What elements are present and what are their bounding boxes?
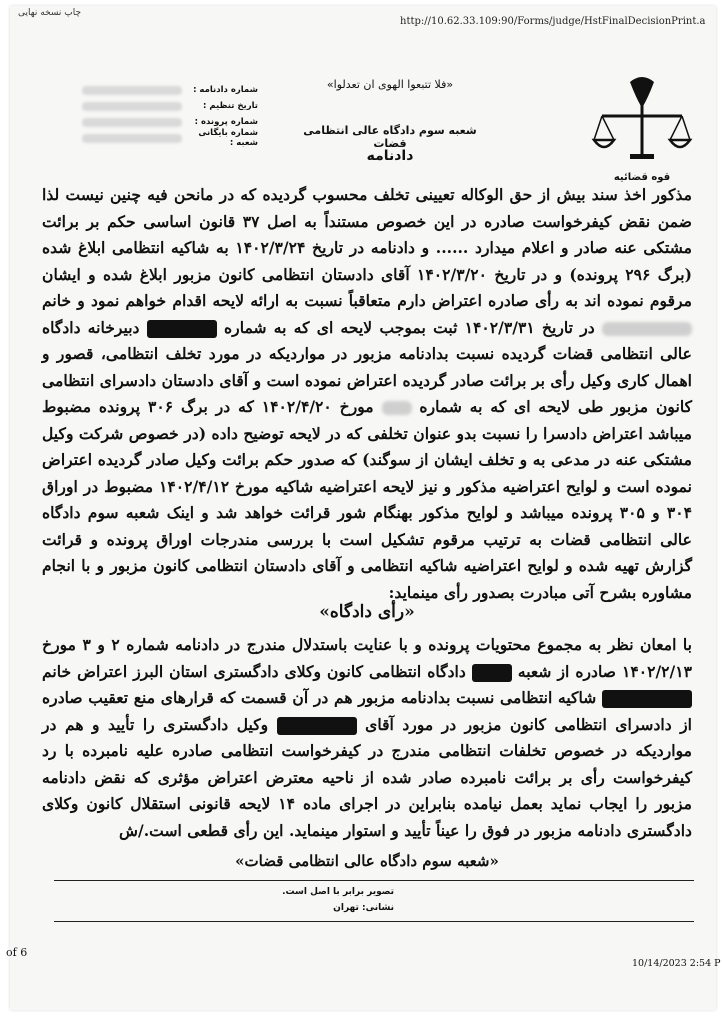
meta-label: شماره بایگانی شعبه : bbox=[198, 128, 258, 148]
document-page bbox=[10, 6, 716, 1010]
print-timestamp: 10/14/2023 2:54 P bbox=[632, 958, 721, 969]
meta-label: شماره پرونده : bbox=[194, 117, 258, 127]
redacted-value bbox=[82, 118, 182, 127]
decision-body bbox=[42, 182, 692, 606]
case-metadata bbox=[68, 82, 258, 146]
verdict-text-2: دادگاه انتظامی کانون وکلای دادگستری استان البرز اعتراض خانم bbox=[42, 661, 466, 681]
header-quote: «فلا تتبعوا الهوی ان تعدلوا» bbox=[326, 78, 454, 91]
judiciary-emblem bbox=[582, 68, 702, 188]
certification-footer bbox=[54, 880, 694, 922]
print-header-url: http://10.62.33.109:90/Forms/judge/HstFinalDecisionPrint.a bbox=[400, 16, 706, 27]
body-text-3b: مورخ ۱۴۰۲/۴/۲۰ که در برگ ۳۰۶ پرونده مضبوط میباشد اعتراض دادسرا را نسبت بدو عنوان تخلفی که در لایحه توضیح داده (در خصوص شرکت وکیل مشتکی عنه در مدعی به و تخلف ایشان از سوگند) که صدور حکم برائت وکیل صادر گردیده اعتراض نموده است و لوایح اعتراضیه مذکور و نیز لایحه اعتراضیه شاکیه مورخ ۱۴۰۲/۴/۱۲ مضبوط در اوراق ۳۰۴ و ۳۰۵ پرونده میباشد و لوایح مذکور بهنگام شور قرائت خواهد شد و اینک شعبه سوم دادگاه عالی انتظامی قضات به ترتیب مرقوم تشکیل است با بررسی مندرجات اوراق پرونده و قرائت گزارش تهیه شده و لوایح اعتراضیه شاکیه انتظامی و آقای دادستان انتظامی کانون مزبور و با انجام مشاوره بشرح آتی مبادرت بصدور رأی مینماید: bbox=[42, 397, 692, 602]
redacted-name bbox=[602, 322, 692, 336]
court-name: شعبه سوم دادگاه عالی انتظامی قضات bbox=[303, 124, 477, 150]
emblem-caption: قوه قضائیه bbox=[613, 172, 671, 183]
meta-row bbox=[68, 130, 258, 146]
body-text-2a: در تاریخ ۱۴۰۲/۳/۳۱ ثبت bbox=[433, 317, 595, 337]
verdict-text-1: با امعان نظر به مجموع محتویات پرونده و با عنایت باستدلال مندرج در دادنامه شماره ۲ و ۳ مورخ ۱۴۰۲/۲/۱۳ صادره از شعبه bbox=[42, 635, 693, 681]
meta-label: شماره دادنامه : bbox=[193, 85, 258, 95]
meta-label: تاریخ تنظیم : bbox=[203, 101, 258, 111]
body-paragraph bbox=[42, 182, 692, 606]
meta-row bbox=[68, 82, 258, 98]
verdict-heading: «رأی دادگاه» bbox=[319, 602, 415, 622]
redacted-name bbox=[602, 690, 692, 708]
redacted-value bbox=[82, 134, 182, 143]
meta-row bbox=[68, 98, 258, 114]
redacted-name bbox=[277, 717, 357, 735]
redacted-value bbox=[82, 86, 182, 95]
body-text-3: دبیرخانه دادگاه عالی انتظامی قضات گردیده نسبت بدادنامه مزبور در مواردیکه در مورد تخلف انتظامی، قصور و اهمال کاری وکیل رأی بر برائت صادر گردیده اعتراض نموده است و آقای دادستان دادسرای انتظامی کانون مزبور طی لایحه ای که به شماره bbox=[42, 317, 693, 416]
redacted-number bbox=[382, 401, 412, 415]
body-text-2b: بموجب لایحه ای که به شماره bbox=[224, 317, 426, 337]
redacted-branch bbox=[472, 664, 512, 682]
print-header-label: چاپ نسخه نهایی bbox=[18, 8, 82, 18]
redacted-value bbox=[82, 102, 182, 111]
address-line: نشانی: تهران bbox=[333, 903, 394, 913]
certification-line: تصویر برابر با اصل است. bbox=[282, 887, 394, 897]
body-text-1: مذکور اخذ سند بیش از حق الوکاله تعیینی تخلف محسوب گردیده که در مانحن فیه چنین نیست لذا ضمن نقض کیفرخواست صادره در این خصوص مستنداً به اصل ۳۷ قانون اساسی حکم بر برائت مشتکی عنه صادر و اعلام میدارد ...... و دادنامه در تاریخ ۱۴۰۲/۳/۲۴ به شاکیه انتظامی ابلاغ شده (برگ ۲۹۶ پرونده) و در تاریخ ۱۴۰۲/۳/۲۰ آقای دادستان انتظامی کانون مزبور ابلاغ شده و ایشان مرقوم نموده اند به رأی صادره اعتراض دارم متعاقباً نسبت به ارائه لایحه اقدام خواهم نمود و خانم bbox=[42, 185, 692, 310]
verdict-body bbox=[42, 632, 692, 844]
redacted-number bbox=[147, 320, 217, 338]
iran-emblem-and-scales-icon bbox=[582, 68, 702, 168]
verdict-text-3: شاکیه انتظامی نسبت بدادنامه مزبور هم در آن قسمت که قرارهای منع تعقیب صادره از دادسرای انتظامی کانون مزبور در مورد آقای bbox=[42, 688, 693, 734]
page-count: of 6 bbox=[6, 946, 28, 959]
court-signature: «شعبه سوم دادگاه عالی انتظامی قضات» bbox=[235, 852, 499, 870]
document-title: دادنامه bbox=[366, 148, 414, 164]
verdict-paragraph bbox=[42, 632, 692, 844]
verdict-text-4: وکیل دادگستری را تأیید و هم در مواردیکه در خصوص تخلفات انتظامی مندرج در کیفرخواست انتظامی صادره علیه نامبرده با رد کیفرخواست رأی بر برائت نامبرده صادر شده از ناحیه معترض اعتراض مؤثری که نقض دادنامه مزبور را ایجاب نماید بعمل نیامده بنابراین در اجرای ماده ۱۴ لایحه قانونی استقلال کانون وکلای دادگستری دادنامه مزبور در فوق را عیناً تأیید و استوار مینماید. این رأی قطعی است./ش bbox=[42, 714, 692, 840]
